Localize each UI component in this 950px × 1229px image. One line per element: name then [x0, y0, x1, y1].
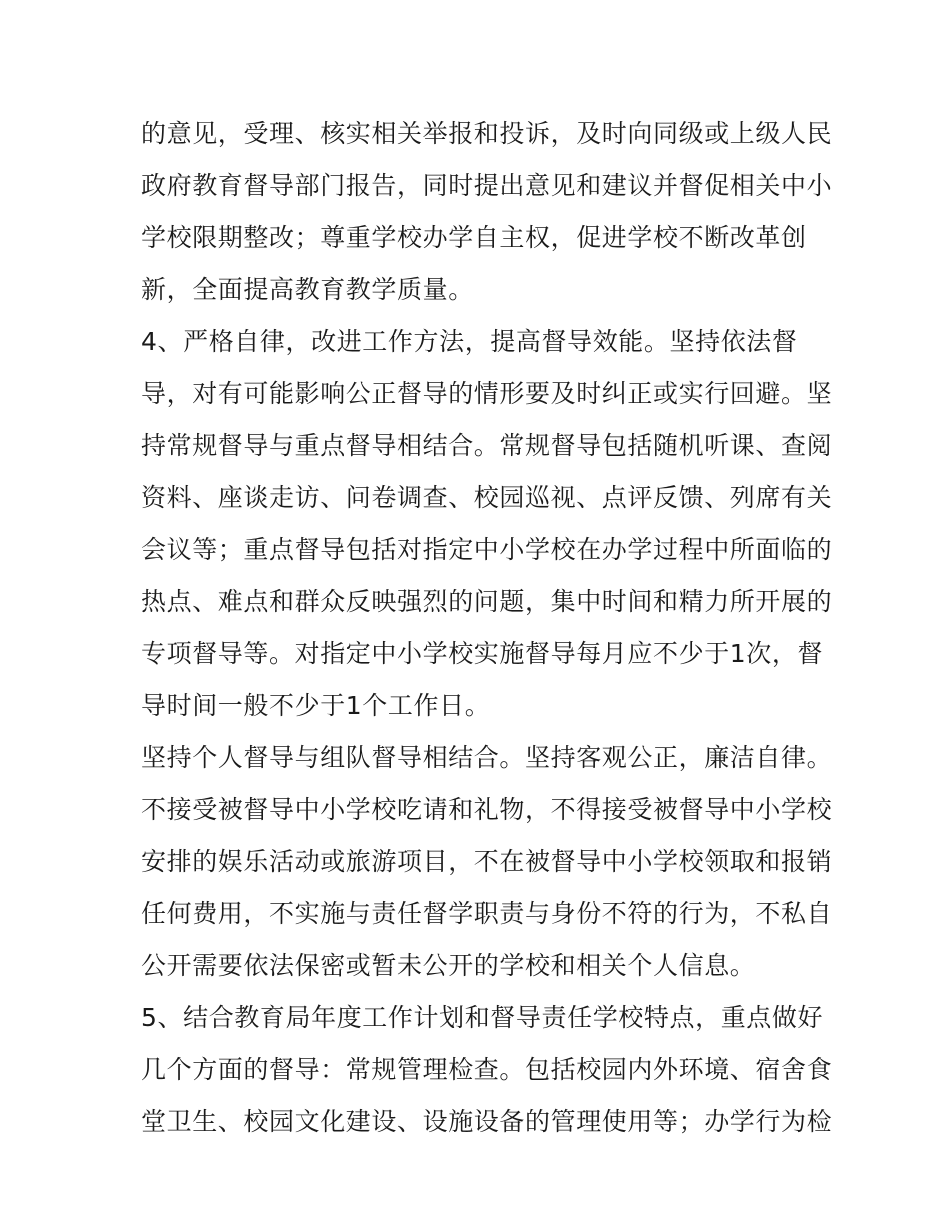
text-line: 4、严格自律，改进工作方法，提高督导效能。坚持依法督 [141, 327, 798, 356]
text-line: 安排的娱乐活动或旅游项目，不在被督导中小学校领取和报销 [141, 847, 833, 876]
text-line: 的意见，受理、核实相关举报和投诉，及时向同级或上级人民 [141, 119, 833, 148]
text-line: 任何费用，不实施与责任督学职责与身份不符的行为，不私自 [141, 899, 833, 928]
text-line: 导，对有可能影响公正督导的情形要及时纠正或实行回避。坚 [141, 379, 833, 408]
text-line: 政府教育督导部门报告，同时提出意见和建议并督促相关中小 [141, 171, 833, 200]
text-line: 资料、座谈走访、问卷调查、校园巡视、点评反馈、列席有关 [141, 483, 833, 512]
text-line: 新，全面提高教育教学质量。 [141, 275, 474, 304]
text-line: 导时间一般不少于1个工作日。 [141, 691, 491, 720]
text-line: 公开需要依法保密或暂未公开的学校和相关个人信息。 [141, 951, 756, 980]
text-line: 会议等；重点督导包括对指定中小学校在办学过程中所面临的 [141, 535, 833, 564]
text-line: 几个方面的督导：常规管理检查。包括校园内外环境、宿舍食 [141, 1055, 833, 1084]
text-line: 5、结合教育局年度工作计划和督导责任学校特点，重点做好 [141, 1003, 824, 1032]
text-line: 持常规督导与重点督导相结合。常规督导包括随机听课、查阅 [141, 431, 833, 460]
text-line: 坚持个人督导与组队督导相结合。坚持客观公正，廉洁自律。 [141, 743, 833, 772]
body-text [141, 108, 833, 1148]
text-line: 堂卫生、校园文化建设、设施设备的管理使用等；办学行为检 [141, 1107, 833, 1136]
text-line: 不接受被督导中小学校吃请和礼物，不得接受被督导中小学校 [141, 795, 833, 824]
text-line: 热点、难点和群众反映强烈的问题，集中时间和精力所开展的 [141, 587, 833, 616]
text-line: 专项督导等。对指定中小学校实施督导每月应不少于1次，督 [141, 639, 824, 668]
text-line: 学校限期整改；尊重学校办学自主权，促进学校不断改革创 [141, 223, 807, 252]
